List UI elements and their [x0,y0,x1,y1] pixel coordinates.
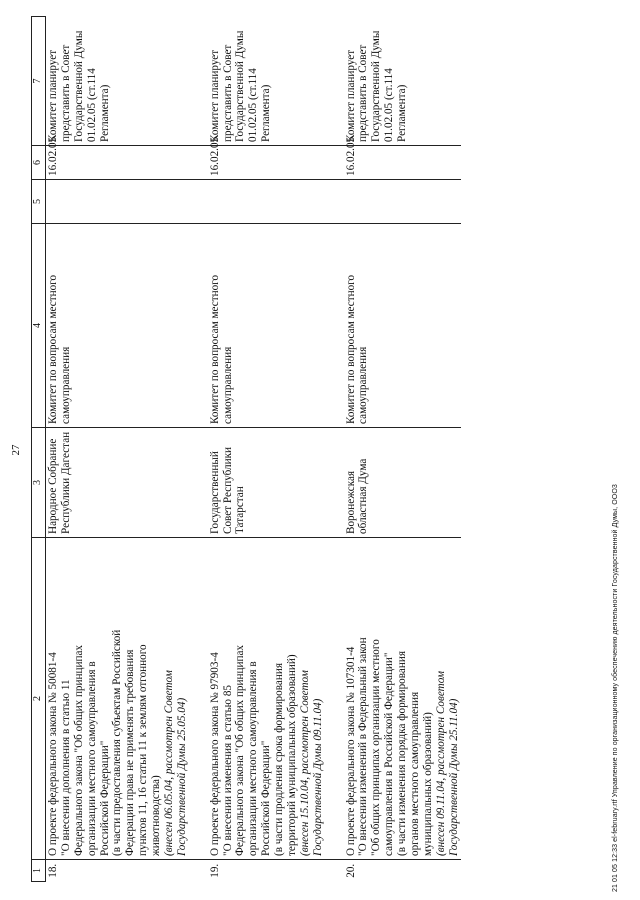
draft-laws-table [31,16,461,882]
header-cell: 1 [32,860,46,882]
law-text-line: самоуправления в Российской Федерации" [383,652,396,856]
row-number: 19. [208,863,221,878]
law-text-line: "О внесении изменений в Федеральный закон [357,637,370,856]
header-cell: 4 [32,224,46,428]
law-text-line: Федерального закона "Об общих принципах [234,644,247,856]
column-5-cell [344,180,462,224]
plan-cell: Комитет планирует представить в Совет Государственной Думы 01.02.05 (ст.114 Регламента) [208,17,326,146]
date-cell: 16.02.05 [208,146,326,180]
law-text-line: (в части изменения порядка формирования [396,651,408,856]
law-text-line: Федерации права не применять требования [124,649,137,856]
table-row [344,17,462,882]
header-cell: 5 [32,180,46,224]
law-text-line: (в части предоставления субъектам Российской [111,629,124,856]
law-text-line: муниципальных образований) [421,712,434,856]
law-text-line: "Об общих принципах организации местного [370,639,383,856]
page-number: 27 [10,444,22,456]
law-text-line: Российской Федерации" [98,740,111,856]
submission-note-line: (внесен 09.11.04, рассмотрен Советом [434,670,447,856]
law-title-cell [344,538,462,860]
law-text-line: "О внесении дополнения в статью 11 [59,679,72,856]
law-title-cell [208,538,326,860]
law-text-line: О проекте федерального закона № 50081-4 [47,652,59,856]
initiator-cell: Народное Собрание Республики Дагестан [46,428,190,538]
plan-cell: Комитет планирует представить в Совет Государственной Думы 01.02.05 (ст.114 Регламента) [344,17,462,146]
law-text-line: пунктов 11, 16 статьи 11 к землям отгонного [137,644,150,856]
header-cell: 3 [32,428,46,538]
law-title-cell [46,538,190,860]
submission-note-line: (внесен 15.10.04, рассмотрен Советом [298,670,311,856]
submission-note-line: Государственной Думы 09.11.04) [311,698,324,856]
law-text-line: Российской Федерации" [260,740,273,856]
law-text-line: "О внесении изменения в статью 85 [221,684,234,856]
header-cell: 2 [32,538,46,860]
law-text-line: О проекте федерального закона № 107301-4 [344,646,357,856]
law-text-line: организации местного самоуправления в [247,661,260,856]
law-text-line: органов местного самоуправления [408,691,421,856]
committee-cell: Комитет по вопросам местного самоуправления [46,224,190,428]
committee-cell: Комитет по вопросам местного самоуправления [208,224,326,428]
table-row [208,17,326,882]
committee-cell: Комитет по вопросам местного самоуправления [344,224,462,428]
law-text-line: (в части продления срока формирования [273,663,285,856]
law-text-line: животноводства) [150,775,162,856]
law-text-line: территорий муниципальных образований) [285,654,298,856]
document-footer: 21 01 05 12:33 el-february.rtf Управление по организационному обеспечению деятельности Государственной Думы, ООО3 [612,484,619,892]
law-text-line: О проекте федерального закона № 97903-4 [208,652,221,856]
row-number: 18. [47,863,59,878]
header-cell: 6 [32,146,46,180]
table-header-row [32,17,46,882]
header-cell: 7 [32,17,46,146]
plan-cell: Комитет планирует представить в Совет Государственной Думы 01.02.05 (ст.114 Регламента) [46,17,190,146]
law-text-line: Федерального закона "Об общих принципах [72,644,85,856]
date-cell: 16.02.05 [46,146,190,180]
initiator-cell: Государственный Совет Республики Татарстан [208,428,326,538]
initiator-cell: Воронежская областная Дума [344,428,462,538]
column-5-cell [208,180,326,224]
table-row [46,17,190,882]
submission-note-line: (внесен 06.05.04, рассмотрен Советом [162,670,175,856]
submission-note-line: Государственной Думы 25.11.04) [447,698,460,856]
column-5-cell [46,180,190,224]
law-text-line: организации местного самоуправления в [85,661,98,856]
submission-note-line: Государственной Думы 25.05.04) [175,697,188,856]
row-number: 20. [344,863,357,878]
date-cell: 16.02.05 [344,146,462,180]
